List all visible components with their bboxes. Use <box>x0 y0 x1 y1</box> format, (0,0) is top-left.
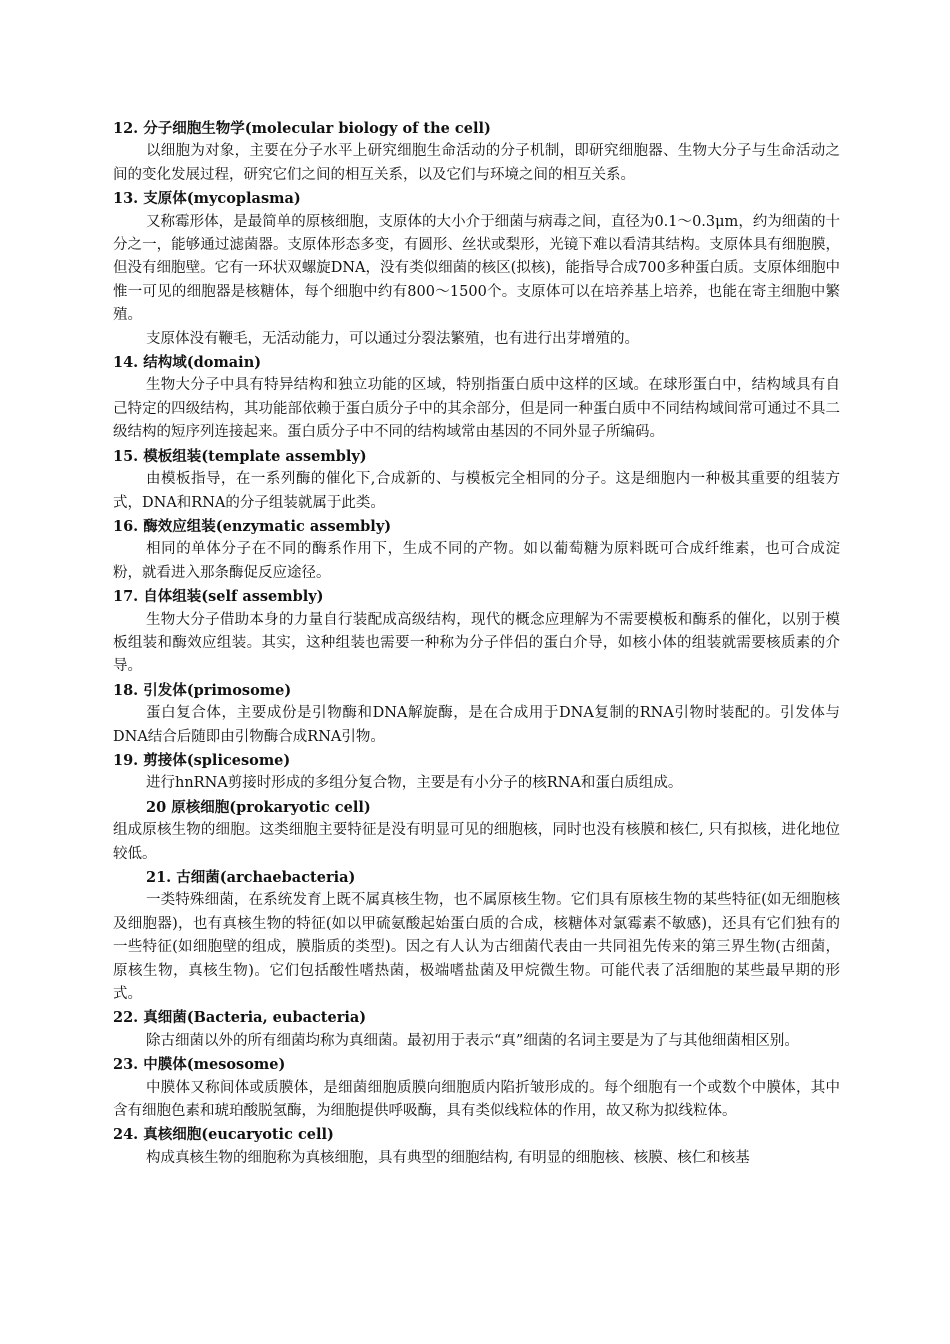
entry-heading: 16. 酶效应组装(enzymatic assembly) <box>113 517 392 535</box>
entry-heading: 18. 引发体(primosome) <box>113 681 292 699</box>
entry-heading: 17. 自体组装(self assembly) <box>113 588 324 606</box>
entry-heading: 22. 真细菌(Bacteria, eubacteria) <box>113 1009 367 1027</box>
entry-heading: 20 原核细胞(prokaryotic cell) <box>146 798 371 816</box>
entry-heading: 12. 分子细胞生物学(molecular biology of the cell) <box>113 120 491 137</box>
entry-heading: 19. 剪接体(splicesome) <box>113 751 291 769</box>
glossary-entry <box>113 749 840 796</box>
entry-paragraph: 相同的单体分子在不同的酶系作用下，生成不同的产物。如以葡萄糖为原料既可合成纤维素，也可合成淀粉，就看进入那条酶促反应途径。 <box>113 541 840 581</box>
glossary-entry <box>113 445 840 515</box>
entry-paragraph: 由模板指导，在一系列酶的催化下,合成新的、与模板完全相同的分子。这是细胞内一种极其重要的组装方式，DNA和RNA的分子组装就属于此类。 <box>113 471 840 511</box>
entry-paragraph: 生物大分子中具有特异结构和独立功能的区域，特别指蛋白质中这样的区域。在球形蛋白中，结构域具有自己特定的四级结构，其功能部依赖于蛋白质分子中的其余部分，但是同一种蛋白质中不同结构域间常可通过不具二级结构的短序列连接起来。蛋白质分子中不同的结构域常由基因的不同外显子所编码。 <box>113 377 840 441</box>
glossary-entry <box>113 187 840 351</box>
entry-heading: 23. 中膜体(mesosome) <box>113 1056 286 1074</box>
entry-heading: 14. 结构域(domain) <box>113 354 262 372</box>
glossary-entry <box>113 117 840 187</box>
glossary-entry <box>113 1053 840 1123</box>
entry-heading: 21. 古细菌(archaebacteria) <box>146 869 356 886</box>
entry-paragraph: 组成原核生物的细胞。这类细胞主要特征是没有明显可见的细胞核，同时也没有核膜和核仁, 只有拟核，进化地位较低。 <box>113 822 840 862</box>
entry-paragraph: 生物大分子借助本身的力量自行装配成高级结构，现代的概念应理解为不需要模板和酶系的催化，以别于模板组装和酶效应组装。其实，这种组装也需要一种称为分子伴侣的蛋白介导，如核小体的组装就需要核质素的介导。 <box>113 611 840 675</box>
entry-paragraph: 支原体没有鞭毛，无活动能力，可以通过分裂法繁殖，也有进行出芽增殖的。 <box>146 330 639 347</box>
entry-paragraph: 蛋白复合体，主要成份是引物酶和DNA解旋酶，是在合成用于DNA复制的RNA引物时装配的。引发体与DNA结合后随即由引物酶合成RNA引物。 <box>113 705 840 745</box>
glossary-entry <box>113 1123 840 1170</box>
glossary-entry <box>113 866 840 1006</box>
entry-paragraph: 以细胞为对象，主要在分子水平上研究细胞生命活动的分子机制，即研究细胞器、生物大分子与生命活动之间的变化发展过程，研究它们之间的相互关系，以及它们与环境之间的相互关系。 <box>113 143 840 183</box>
entry-heading: 24. 真核细胞(eucaryotic cell) <box>113 1126 334 1144</box>
glossary-entry <box>113 679 840 749</box>
entry-heading: 13. 支原体(mycoplasma) <box>113 190 301 208</box>
entry-paragraph: 又称霉形体，是最简单的原核细胞，支原体的大小介于细菌与病毒之间，直径为0.1～0.3μm，约为细菌的十分之一，能够通过滤菌器。支原体形态多变，有圆形、丝状或梨形，光镜下难以看清其结构。支原体具有细胞膜，但没有细胞壁。它有一环状双螺旋DNA，没有类似细菌的核区(拟核)，能指导合成700多种蛋白质。支原体细胞中惟一可见的细胞器是核糖体，每个细胞中约有800～1500个。支原体可以在培养基上培养，也能在寄主细胞中繁殖。 <box>113 213 840 324</box>
entry-paragraph: 构成真核生物的细胞称为真核细胞，具有典型的细胞结构, 有明显的细胞核、核膜、核仁和核基 <box>146 1149 750 1166</box>
entry-heading: 15. 模板组装(template assembly) <box>113 447 367 465</box>
glossary-entry <box>113 515 840 585</box>
entry-paragraph: 中膜体又称间体或质膜体，是细菌细胞质膜向细胞质内陷折皱形成的。每个细胞有一个或数个中膜体，其中含有细胞色素和琥珀酸脱氢酶，为细胞提供呼吸酶，具有类似线粒体的作用，故又称为拟线粒体。 <box>113 1079 840 1120</box>
glossary-entry <box>113 351 840 445</box>
entry-paragraph: 除古细菌以外的所有细菌均称为真细菌。最初用于表示“真”细菌的名词主要是为了与其他细菌相区别。 <box>146 1032 799 1049</box>
entry-paragraph: 进行hnRNA剪接时形成的多组分复合物，主要是有小分子的核RNA和蛋白质组成。 <box>146 775 683 792</box>
glossary-entry <box>113 585 840 679</box>
glossary-entry <box>113 1006 840 1053</box>
glossary-entry <box>113 796 840 866</box>
entry-paragraph: 一类特殊细菌，在系统发育上既不属真核生物，也不属原核生物。它们具有原核生物的某些特征(如无细胞核及细胞器)，也有真核生物的特征(如以甲硫氨酸起始蛋白质的合成，核糖体对氯霉素不敏感)，还具有它们独有的一些特征(如细胞壁的组成，膜脂质的类型)。因之有人认为古细菌代表由一共同祖先传来的第三界生物(古细菌，原核生物，真核生物)。它们包括酸性嗜热菌，极端嗜盐菌及甲烷微生物。可能代表了活细胞的某些最早期的形式。 <box>113 892 840 1003</box>
